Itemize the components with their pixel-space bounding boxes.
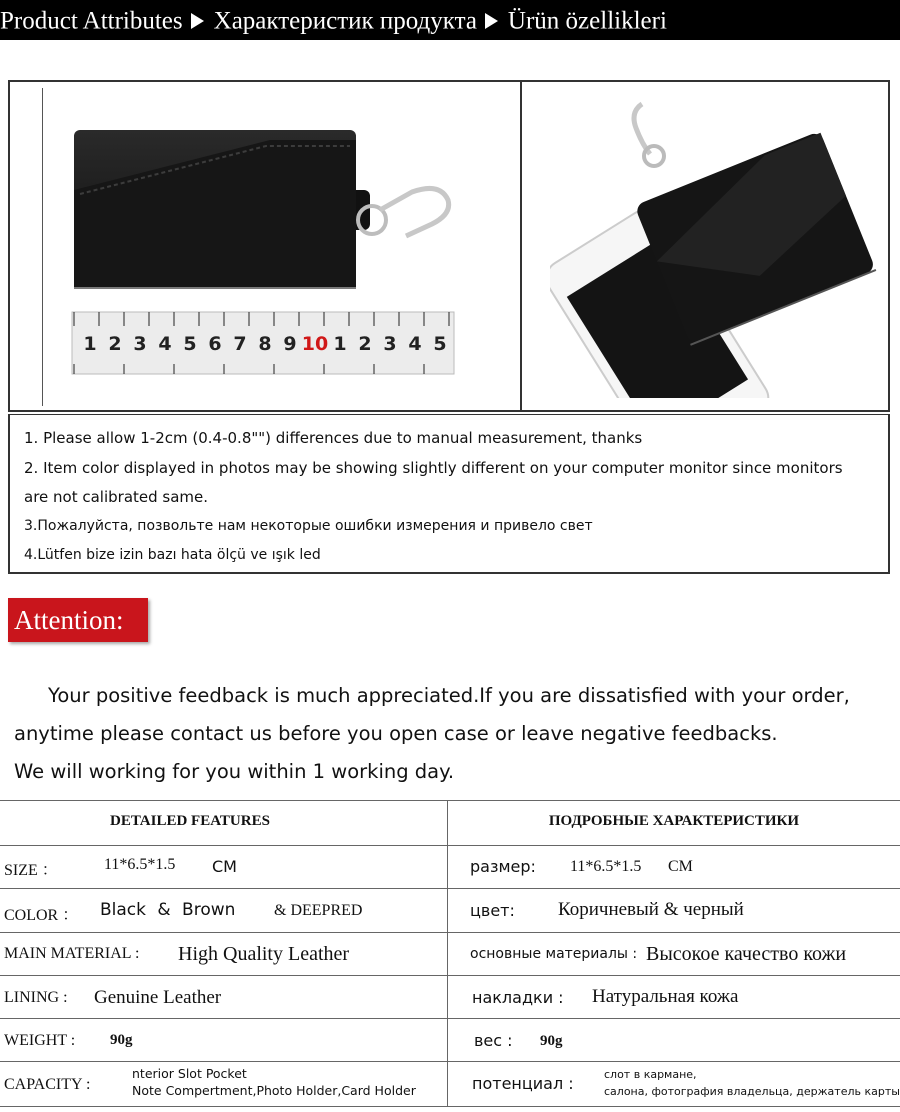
spec-label: SIZE ： — [4, 862, 58, 879]
spec-value: Коричневый & черный — [558, 899, 744, 920]
ruler-number: 5 — [183, 333, 197, 355]
spec-value: & DEEPRED — [274, 902, 363, 919]
spec-label: основные материалы : — [470, 946, 638, 962]
spec-value: Натуральная кожа — [592, 986, 739, 1007]
table-border — [0, 800, 900, 801]
table-border — [0, 975, 900, 976]
wallet-with-ruler-photo — [60, 120, 460, 380]
spec-label: цвет: — [470, 901, 515, 920]
table-header-right: ПОДРОБНЫЕ ХАРАКТЕРИСТИКИ — [548, 813, 800, 829]
ruler-number: 1 — [83, 333, 97, 355]
ruler-number: 8 — [258, 333, 272, 355]
ruler-number: 4 — [408, 333, 422, 355]
header-title-ru: Характеристик продукта — [213, 7, 477, 35]
ruler-number: 4 — [158, 333, 172, 355]
table-border — [0, 1106, 900, 1107]
spec-value: nterior Slot Pocket — [132, 1066, 247, 1081]
feedback-line: Your positive feedback is much appreciated.If you are dissatisfied with your order, — [48, 684, 850, 707]
spec-label: размер: — [470, 857, 536, 876]
attention-badge: Attention: — [8, 598, 148, 642]
spec-label: CAPACITY : — [4, 1076, 91, 1093]
ruler-number: 10 — [301, 333, 329, 355]
spec-value: Note Compertment,Photo Holder,Card Holder — [132, 1083, 416, 1098]
table-border — [0, 932, 900, 933]
ruler-number: 9 — [283, 333, 297, 355]
ruler-number: 7 — [233, 333, 247, 355]
table-divider — [447, 800, 448, 1106]
spec-label: вес : — [474, 1031, 513, 1050]
feedback-line: anytime please contact us before you open case or leave negative feedbacks. — [14, 722, 778, 745]
spec-label: LINING : — [4, 989, 68, 1006]
table-border — [0, 888, 900, 889]
note-line: 1. Please allow 1-2cm (0.4-0.8"") differences due to manual measurement, thanks — [24, 429, 643, 447]
note-line: 3.Пожалуйста, позвольте нам некоторые ошибки измерения и привело свет — [24, 518, 593, 534]
note-line: 2. Item color displayed in photos may be showing slightly different on your computer monitor since monitors — [24, 459, 843, 477]
spec-label: MAIN MATERIAL : — [4, 945, 140, 962]
wallet-with-phone-photo — [550, 98, 880, 398]
ruler-numbers — [83, 333, 446, 355]
spec-value: салона, фотография владельца, держатель карты — [604, 1085, 900, 1098]
key-ring-icon — [644, 146, 664, 166]
ruler-number: 6 — [208, 333, 222, 355]
spec-value: Genuine Leather — [94, 987, 222, 1008]
spec-label: накладки : — [472, 988, 564, 1007]
note-line: are not calibrated same. — [24, 488, 209, 506]
ruler-number: 3 — [133, 333, 147, 355]
spec-value: 11*6.5*1.5 — [570, 858, 642, 875]
measurement-notes — [8, 414, 890, 574]
ruler-number: 5 — [433, 333, 447, 355]
spec-value: 11*6.5*1.5 — [104, 856, 176, 873]
spec-value: Высокое качество кожи — [646, 943, 847, 965]
table-border — [0, 845, 900, 846]
arrow-right-icon — [191, 13, 204, 29]
table-border — [0, 1018, 900, 1019]
ruler-number: 3 — [383, 333, 397, 355]
spec-value: слот в кармане, — [604, 1068, 697, 1081]
spec-value: Black & Brown — [100, 900, 236, 920]
section-header — [0, 0, 900, 40]
spec-unit: CM — [212, 857, 237, 876]
spec-label: потенциал : — [472, 1074, 574, 1093]
spec-value: 90g — [110, 1032, 133, 1048]
arrow-right-icon — [485, 13, 498, 29]
header-title-en: Product Attributes — [0, 7, 183, 35]
spec-value: High Quality Leather — [178, 943, 350, 965]
feedback-line: We will working for you within 1 working day. — [14, 760, 455, 783]
photo-divider — [520, 80, 522, 412]
spec-label: COLOR ： — [4, 907, 79, 924]
spec-value: 90g — [540, 1033, 563, 1049]
header-title-tr: Ürün özellikleri — [507, 7, 667, 35]
ruler-number: 1 — [333, 333, 347, 355]
spec-label: WEIGHT : — [4, 1032, 76, 1049]
spec-unit: CM — [668, 858, 693, 875]
photo-edge-line — [42, 88, 43, 406]
note-line: 4.Lütfen bize izin bazı hata ölçü ve ışık led — [24, 547, 321, 563]
ruler-number: 2 — [108, 333, 122, 355]
table-header-left: DETAILED FEATURES — [110, 813, 270, 829]
ruler-number: 2 — [358, 333, 372, 355]
carabiner-clip-icon — [380, 188, 449, 236]
table-border — [0, 1061, 900, 1062]
